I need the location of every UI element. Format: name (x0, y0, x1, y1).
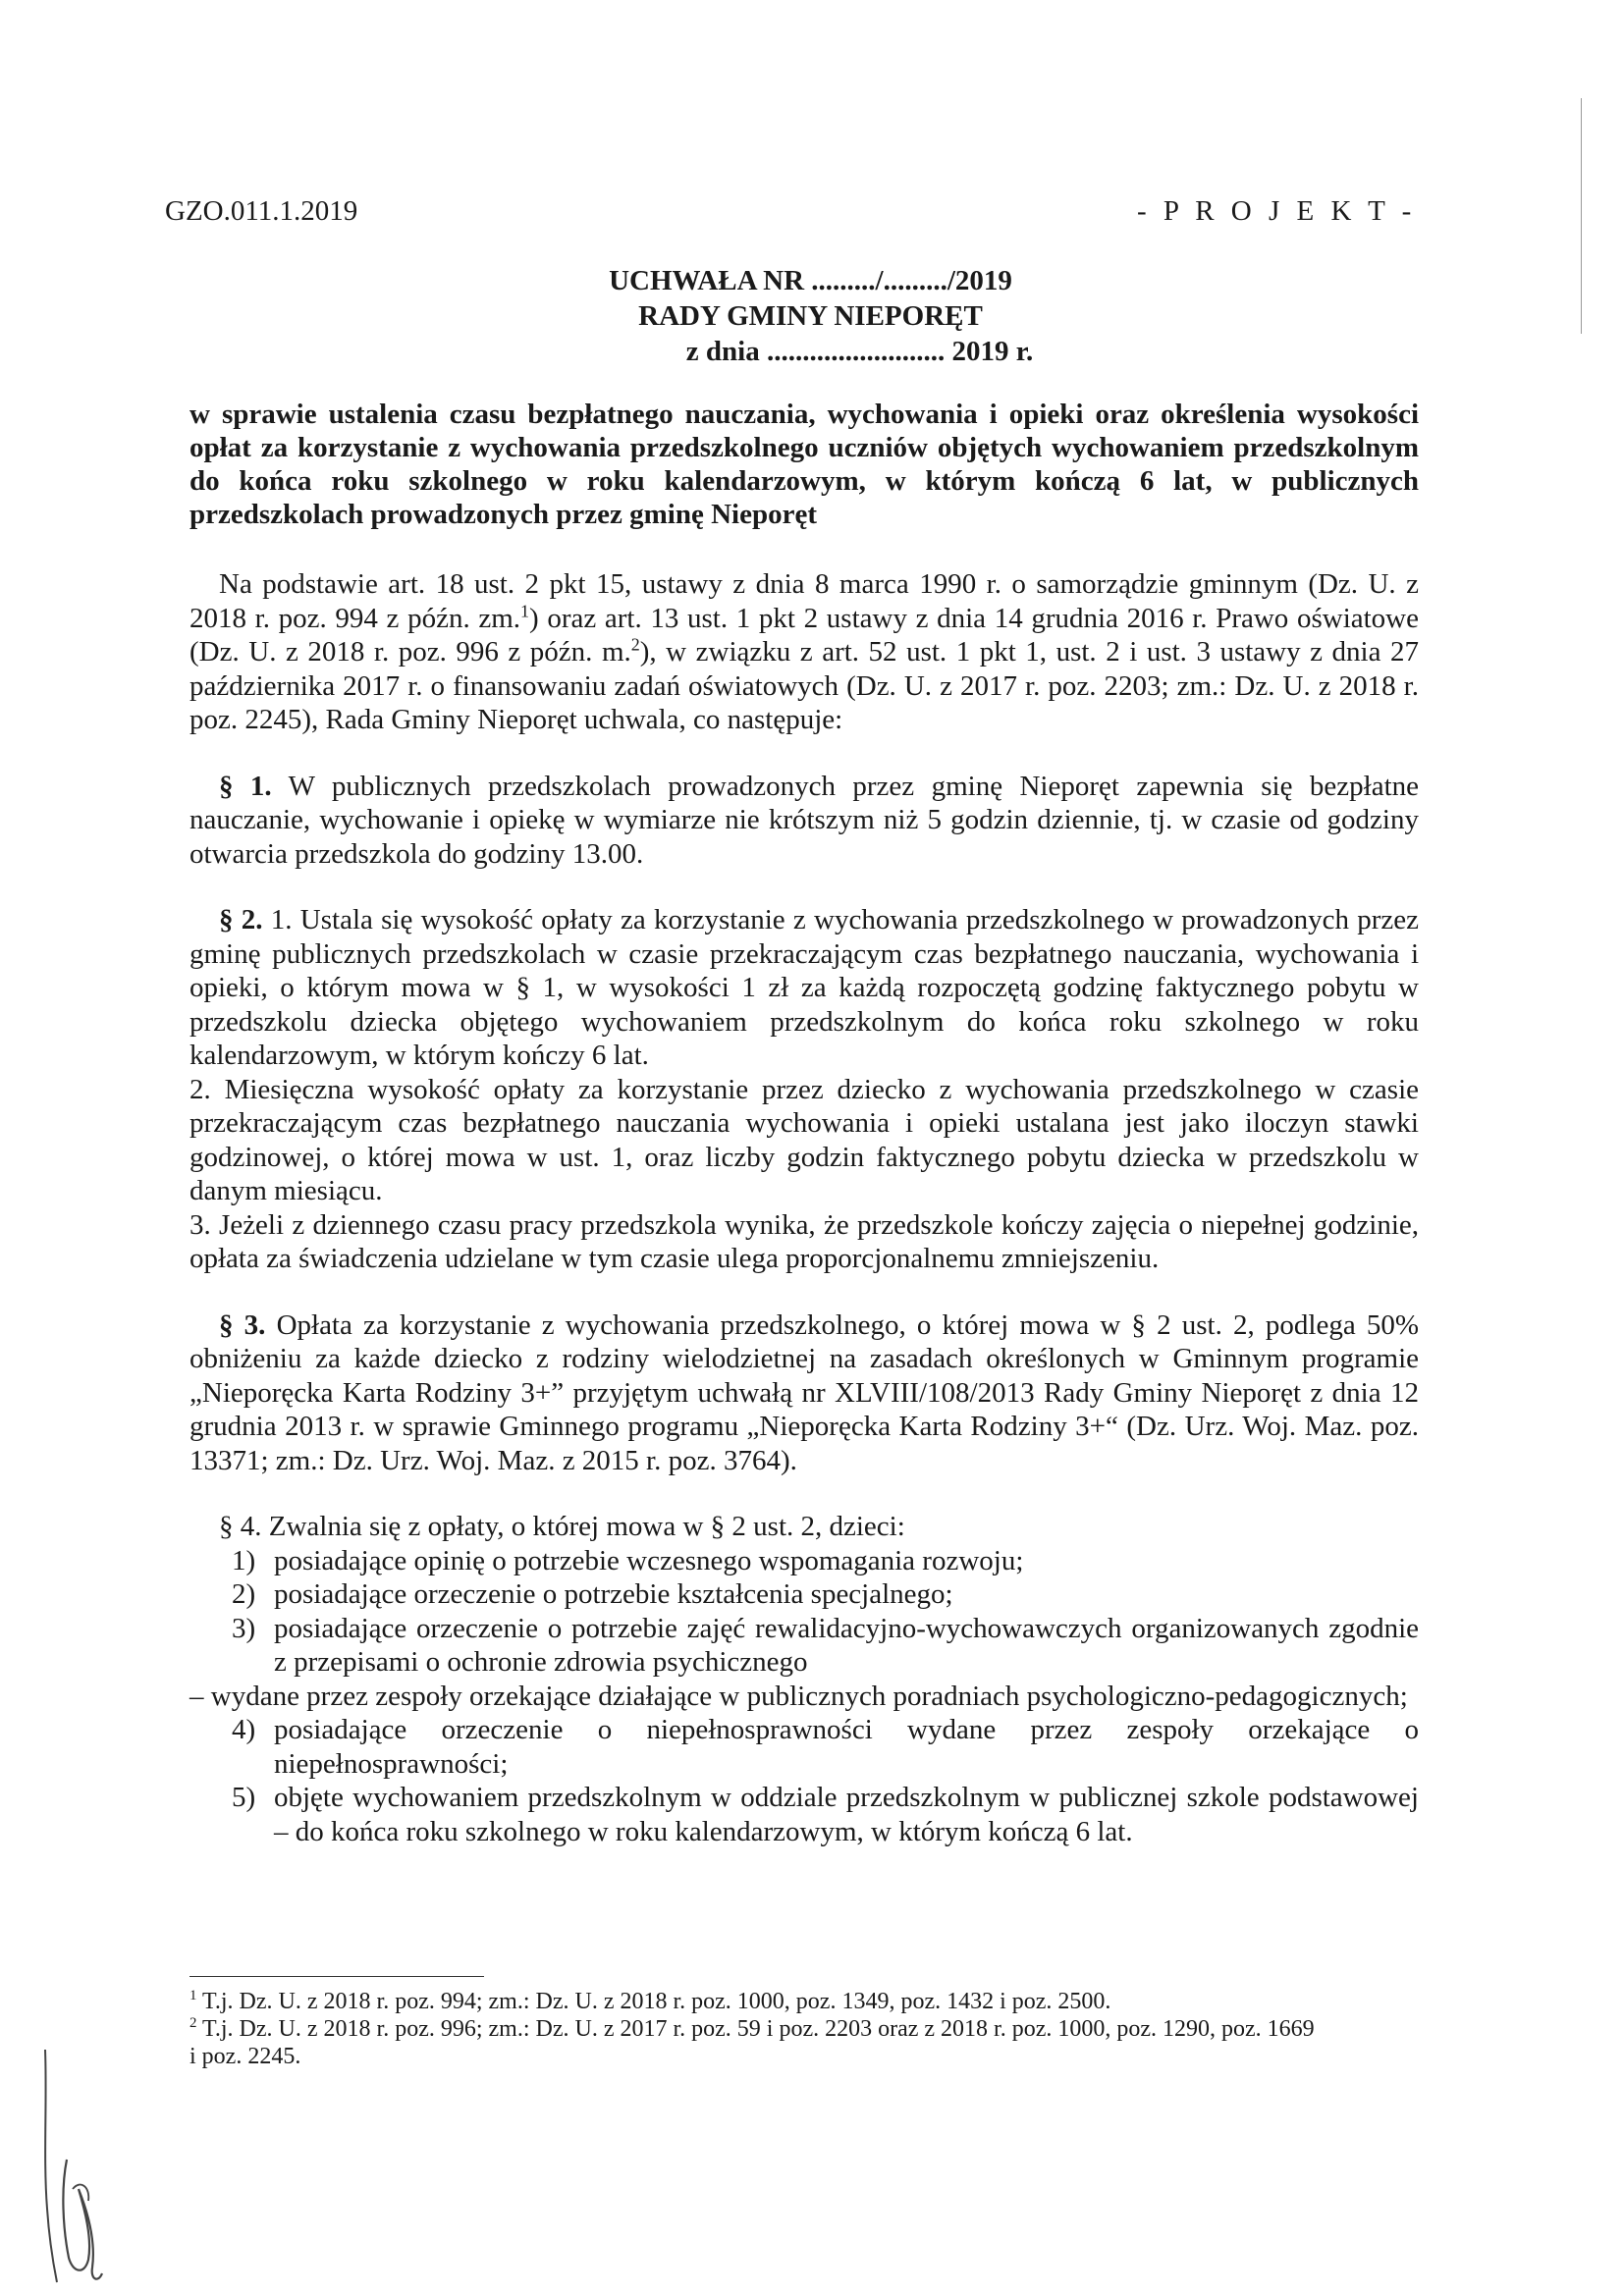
margin-line (1581, 98, 1582, 334)
footnote-ref-1: 1 (520, 600, 530, 620)
section-1 (189, 770, 1419, 872)
resolution-title (165, 263, 1417, 369)
list-item (189, 1544, 1419, 1578)
legal-basis-paragraph (189, 567, 1419, 737)
section-4-intro: § 4. Zwalnia się z opłaty, o której mowa w § 2 ust. 2, dzieci: (219, 1511, 905, 1542)
handwritten-initials-icon (27, 2042, 116, 2287)
footnote-ref-2: 2 (630, 634, 640, 655)
section-3 (189, 1308, 1419, 1478)
issuing-bodies-note: – wydane przez zespoły orzekające działające w publicznych poradniach psychologiczno-pedagogicznych; (189, 1680, 1408, 1712)
list-item (189, 1781, 1419, 1848)
preamble-text-c: ), w związku z art. 52 ust. 1 pkt 1, ust. 2 i ust. 3 ustawy z dnia 27 października 2017 r. o finansowaniu zadań oświatowych (Dz. U. z 2017 r. poz. 2203; zm.: Dz. U. z 2018 r. poz. 2245), Rada Gminy Nieporęt uchwala, co następuje: (189, 636, 1420, 735)
list-item-number: 5) (232, 1782, 256, 1813)
section-2-text-1: 1. Ustala się wysokość opłaty za korzystanie z wychowania przedszkolnego w prowadzonych przez gminę publicznych przedszkolach w czasie przekraczającym czas bezpłatnego nauczania, wychowania i opieki, o którym mowa w § 1, w wysokości 1 zł za każdą rozpoczętą godzinę faktycznego pobytu w przedszkolu dziecka objętego wychowaniem przedszkolnym do końca roku szkolnego w roku kalendarzowym, w którym kończy 6 lat. (189, 904, 1420, 1071)
document-reference: GZO.011.1.2019 (165, 195, 358, 227)
title-line-council: RADY GMINY NIEPORĘT (638, 300, 983, 332)
title-line-number: UCHWAŁA NR ........./........./2019 (609, 265, 1012, 296)
resolution-subject: w sprawie ustalenia czasu bezpłatnego nauczania, wychowania i opieki oraz określenia wysokości opłat za korzystanie z wychowania przedszkolnego uczniów objętych wychowaniem przedszkolnym do końca roku szkolnego w roku kalendarzowym, w którym kończą 6 lat, w publicznych przedszkolach prowadzonych przez gminę Nieporęt (189, 399, 1419, 530)
list-item (189, 1577, 1419, 1612)
title-line-date: z dnia ......................... 2019 r. (685, 336, 1034, 367)
list-item-text: posiadające orzeczenie o potrzebie zajęć rewalidacyjno-wychowawczych organizowanych zgodnie z przepisami o ochronie zdrowia psychicznego (274, 1612, 1419, 1678)
preamble-text-a: Na podstawie art. 18 ust. 2 pkt 15, ustawy z dnia 8 marca 1990 r. o samorządzie gminnym (Dz. U. z 2018 r. poz. 994 z późn. zm. (189, 568, 1419, 634)
list-item-number: 4) (232, 1714, 256, 1745)
list-item-text: objęte wychowaniem przedszkolnym w oddziale przedszkolnym w publicznej szkole podstawowej – do końca roku szkolnego w roku kalendarzowym, w którym kończą 6 lat. (274, 1782, 1419, 1847)
footnote-text: T.j. Dz. U. z 2018 r. poz. 996; zm.: Dz. U. z 2017 r. poz. 59 i poz. 2203 oraz z 2018 r. poz. 1000, poz. 1290, poz. 1669 i poz. 2245. (189, 2016, 1315, 2069)
section-1-label: § 1. (219, 770, 272, 802)
list-item-text: posiadające orzeczenie o niepełnosprawności wydane przez zespoły orzekające o niepełnosprawności; (274, 1714, 1419, 1780)
footnote-1 (189, 1988, 1319, 2015)
section-2-paragraph-3: 3. Jeżeli z dziennego czasu pracy przedszkola wynika, że przedszkole kończy zajęcia o niepełnej godzinie, opłata za świadczenia udzielane w tym czasie ulega proporcjonalnemu zmniejszeniu. (189, 1208, 1419, 1274)
footnote-separator (189, 1976, 484, 1977)
list-item-text: posiadające orzeczenie o potrzebie kształcenia specjalnego; (274, 1578, 953, 1610)
footnote-mark: 2 (189, 2015, 197, 2031)
footnote-mark: 1 (189, 1988, 197, 2003)
resolution-body (189, 567, 1419, 1848)
section-2-paragraph-2: 2. Miesięczna wysokość opłaty za korzystanie przez dziecko z wychowania przedszkolnego w czasie przekraczającym czas bezpłatnego nauczania wychowania i opieki ustalana jest jako iloczyn stawki godzinowej, o której mowa w ust. 1, oraz liczby godzin faktycznego pobytu dziecka w przedszkolu w danym miesiącu. (189, 1073, 1419, 1206)
exemption-list-b (189, 1713, 1419, 1848)
list-item-number: 1) (232, 1544, 256, 1576)
footnotes (189, 1988, 1319, 2070)
section-3-label: § 3. (219, 1308, 266, 1341)
list-item-text: posiadające opinię o potrzebie wczesnego wspomagania rozwoju; (274, 1544, 1024, 1576)
exemption-list-a (189, 1544, 1419, 1680)
list-item-number: 2) (232, 1578, 256, 1610)
section-1-text: W publicznych przedszkolach prowadzonych przez gminę Nieporęt zapewnia się bezpłatne nauczanie, wychowanie i opiekę w wymiarze nie krótszym niż 5 godzin dziennie, tj. w czasie od godziny otwarcia przedszkola do godziny 13.00. (189, 770, 1420, 870)
list-item (189, 1713, 1419, 1781)
footnote-text: T.j. Dz. U. z 2018 r. poz. 994; zm.: Dz. U. z 2018 r. poz. 1000, poz. 1349, poz. 1432 i poz. 2500. (196, 1989, 1111, 2014)
list-item-number: 3) (232, 1612, 256, 1644)
section-3-text: Opłata za korzystanie z wychowania przedszkolnego, o której mowa w § 2 ust. 2, podlega 50% obniżeniu za każde dziecko z rodziny wielodzietnej na zasadach określonych w Gminnym programie „Nieporęcka Karta Rodziny 3+” przyjętym uchwałą nr XLVIII/108/2013 Rady Gminy Nieporęt z dnia 12 grudnia 2013 r. w sprawie Gminnego programu „Nieporęcka Karta Rodziny 3+“ (Dz. Urz. Woj. Maz. poz. 13371; zm.: Dz. Urz. Woj. Maz. z 2015 r. poz. 3764). (189, 1308, 1420, 1476)
list-item (189, 1612, 1419, 1680)
footnote-2 (189, 2015, 1319, 2070)
draft-label: - P R O J E K T - (1137, 195, 1417, 227)
section-2-paragraph-1 (189, 903, 1419, 1073)
section-2-label: § 2. (219, 904, 263, 935)
preamble-text-b: ) oraz art. 13 ust. 1 pkt 2 ustawy z dnia 14 grudnia 2016 r. Prawo oświatowe (Dz. U. z 2018 r. poz. 996 z późn. m. (189, 602, 1419, 667)
